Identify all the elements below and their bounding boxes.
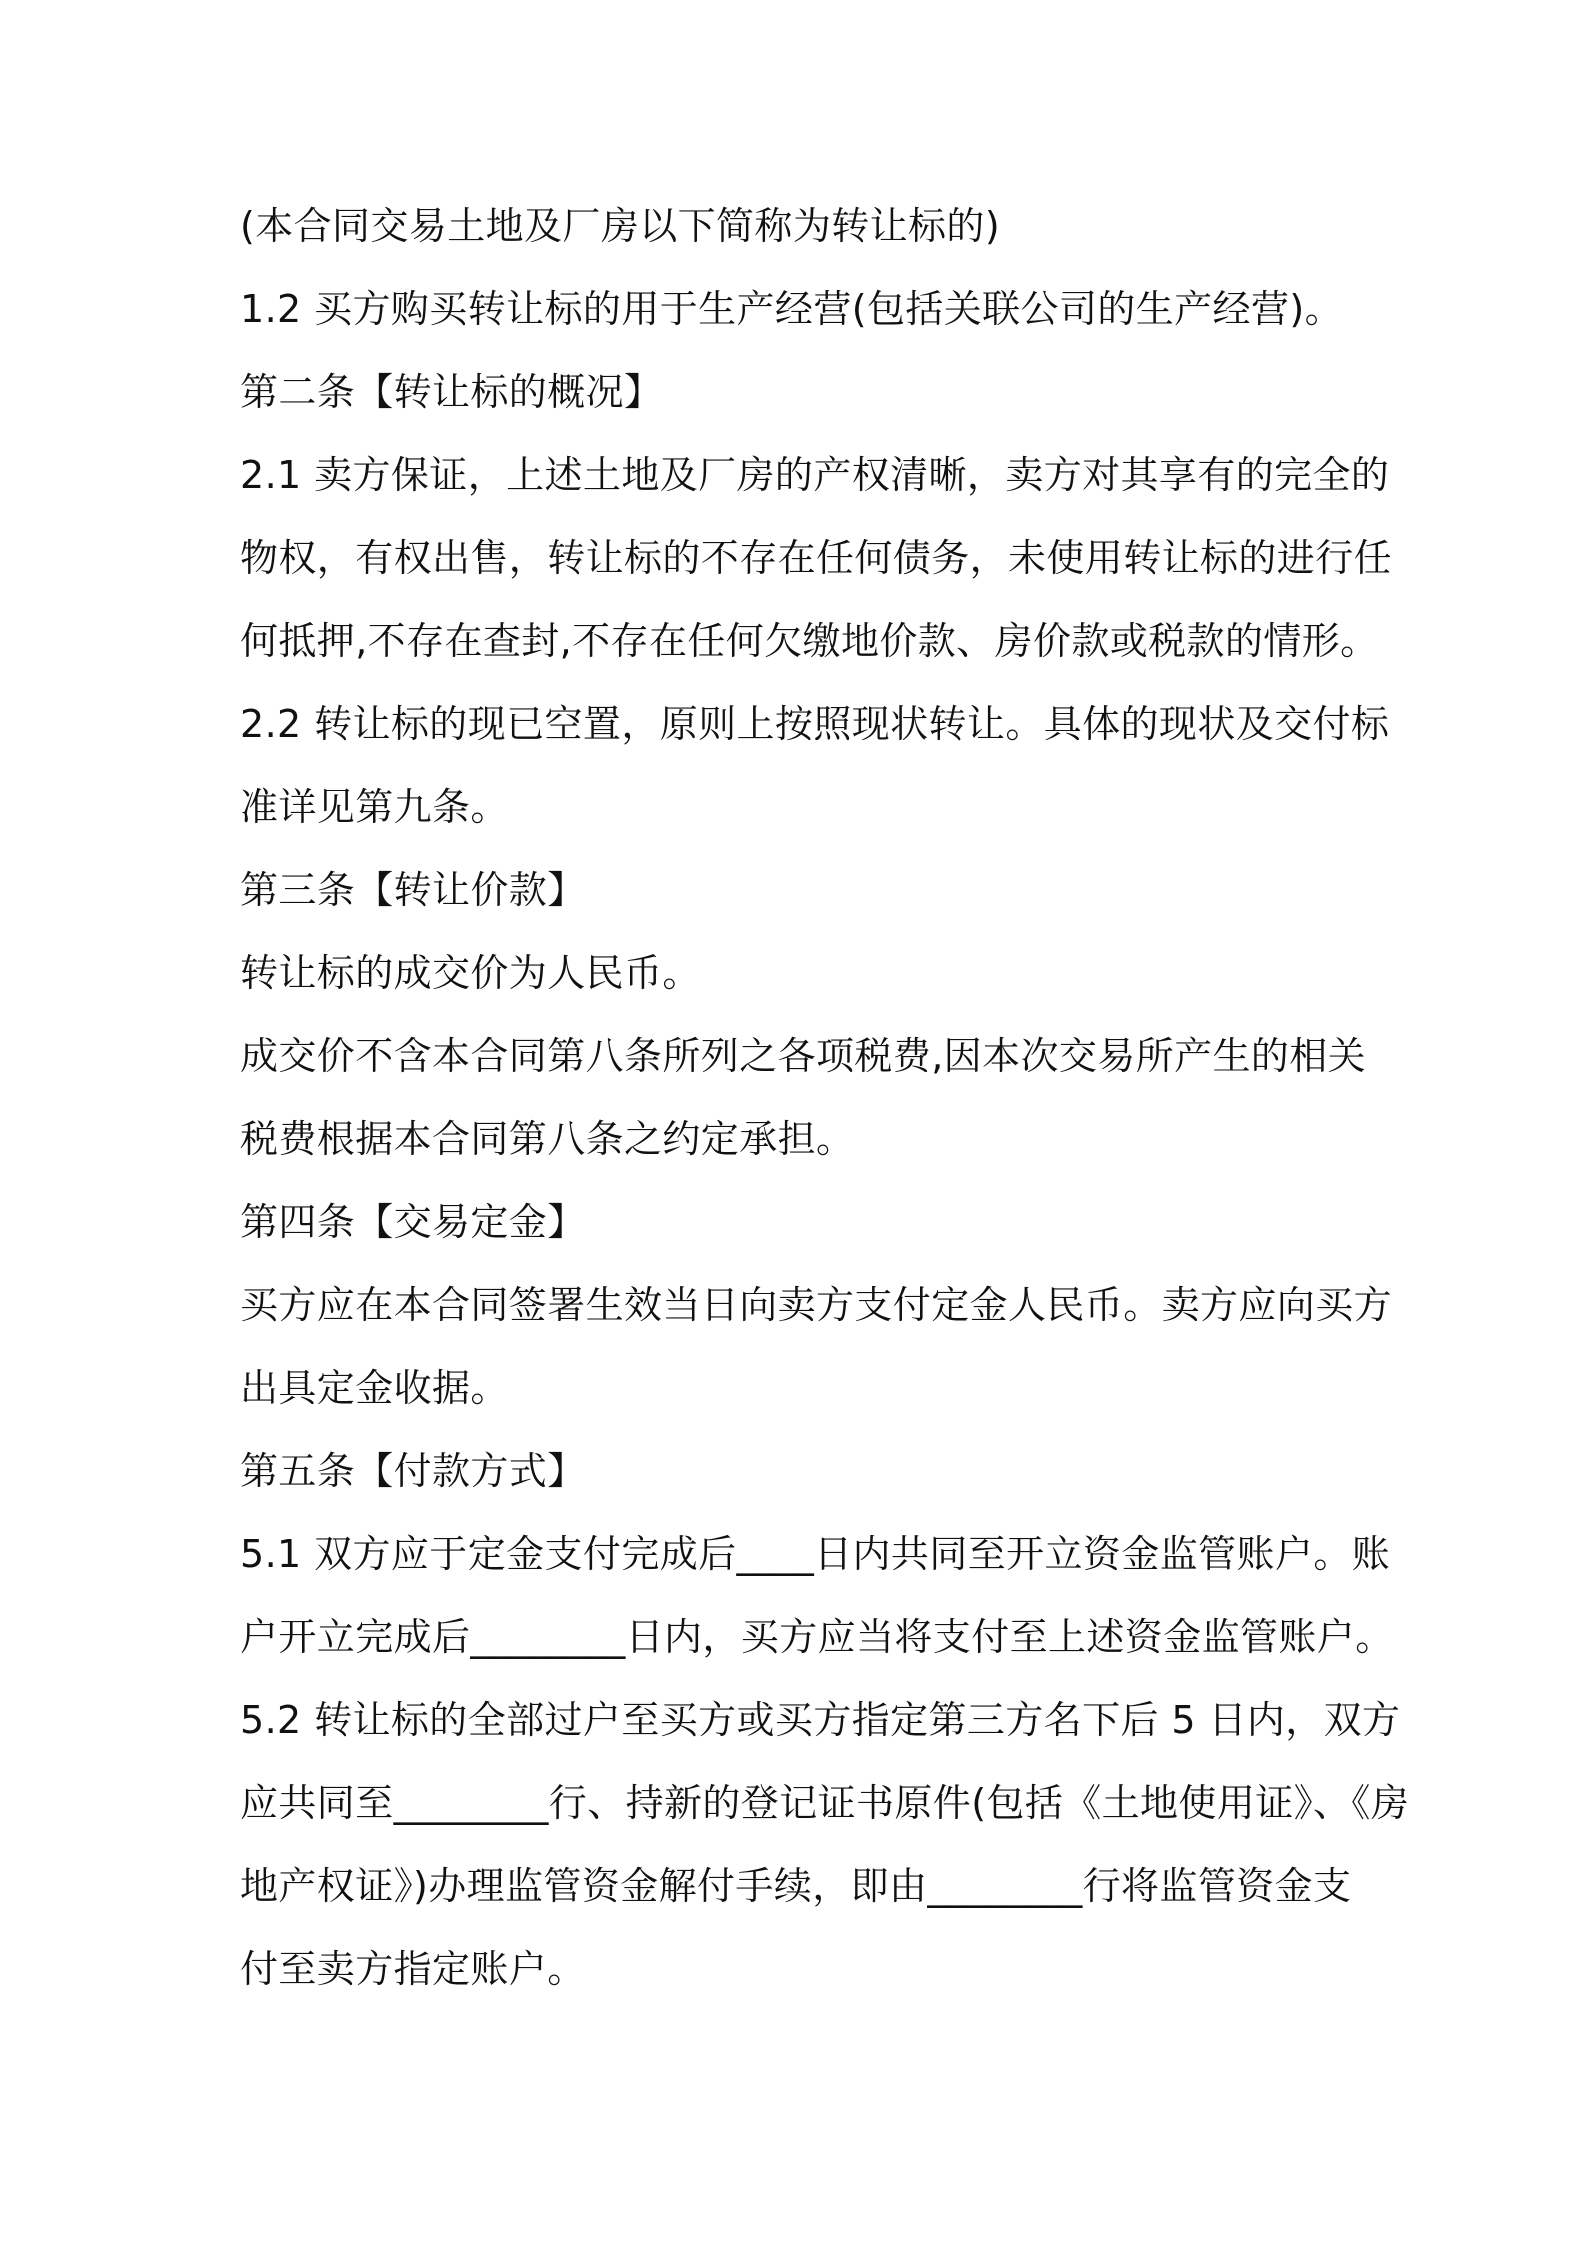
- text-line: 税费根据本合同第八条之约定承担。: [240, 1117, 855, 1161]
- text-line: 户开立完成后________日内，买方应当将支付至上述资金监管账户。: [240, 1615, 1394, 1659]
- text-line: 何抵押,不存在查封,不存在任何欠缴地价款、房价款或税款的情形。: [240, 619, 1379, 663]
- text-line: 地产权证》)办理监管资金解付手续，即由________行将监管资金支: [240, 1864, 1352, 1908]
- text-line: 物权，有权出售，转让标的不存在任何债务，未使用转让标的进行任: [240, 536, 1393, 580]
- text-line: (本合同交易土地及厂房以下简称为转让标的): [240, 204, 1001, 248]
- text-line: 买方应在本合同签署生效当日向卖方支付定金人民币。卖方应向买方: [240, 1283, 1393, 1327]
- text-line: 付至卖方指定账户。: [240, 1947, 586, 1991]
- text-line: 成交价不含本合同第八条所列之各项税费,因本次交易所产生的相关: [240, 1034, 1367, 1078]
- article-heading: 第五条【付款方式】: [240, 1449, 586, 1493]
- text-line: 出具定金收据。: [240, 1366, 509, 1410]
- text-line: 应共同至________行、持新的登记证书原件(包括《土地使用证》、《房: [240, 1781, 1410, 1825]
- text-line: 5.2 转让标的全部过户至买方或买方指定第三方名下后 5 日内，双方: [240, 1698, 1401, 1742]
- text-line: 5.1 双方应于定金支付完成后____日内共同至开立资金监管账户。账: [240, 1532, 1391, 1576]
- text-line: 2.1 卖方保证，上述土地及厂房的产权清晰，卖方对其享有的完全的: [240, 453, 1390, 497]
- text-line: 1.2 买方购买转让标的用于生产经营(包括关联公司的生产经营)。: [240, 287, 1343, 331]
- text-line: 准详见第九条。: [240, 785, 509, 829]
- article-heading: 第二条【转让标的概况】: [240, 370, 663, 414]
- text-line: 转让标的成交价为人民币。: [240, 951, 701, 995]
- text-line: 2.2 转让标的现已空置，原则上按照现状转让。具体的现状及交付标: [240, 702, 1390, 746]
- article-heading: 第三条【转让价款】: [240, 868, 586, 912]
- article-heading: 第四条【交易定金】: [240, 1200, 586, 1244]
